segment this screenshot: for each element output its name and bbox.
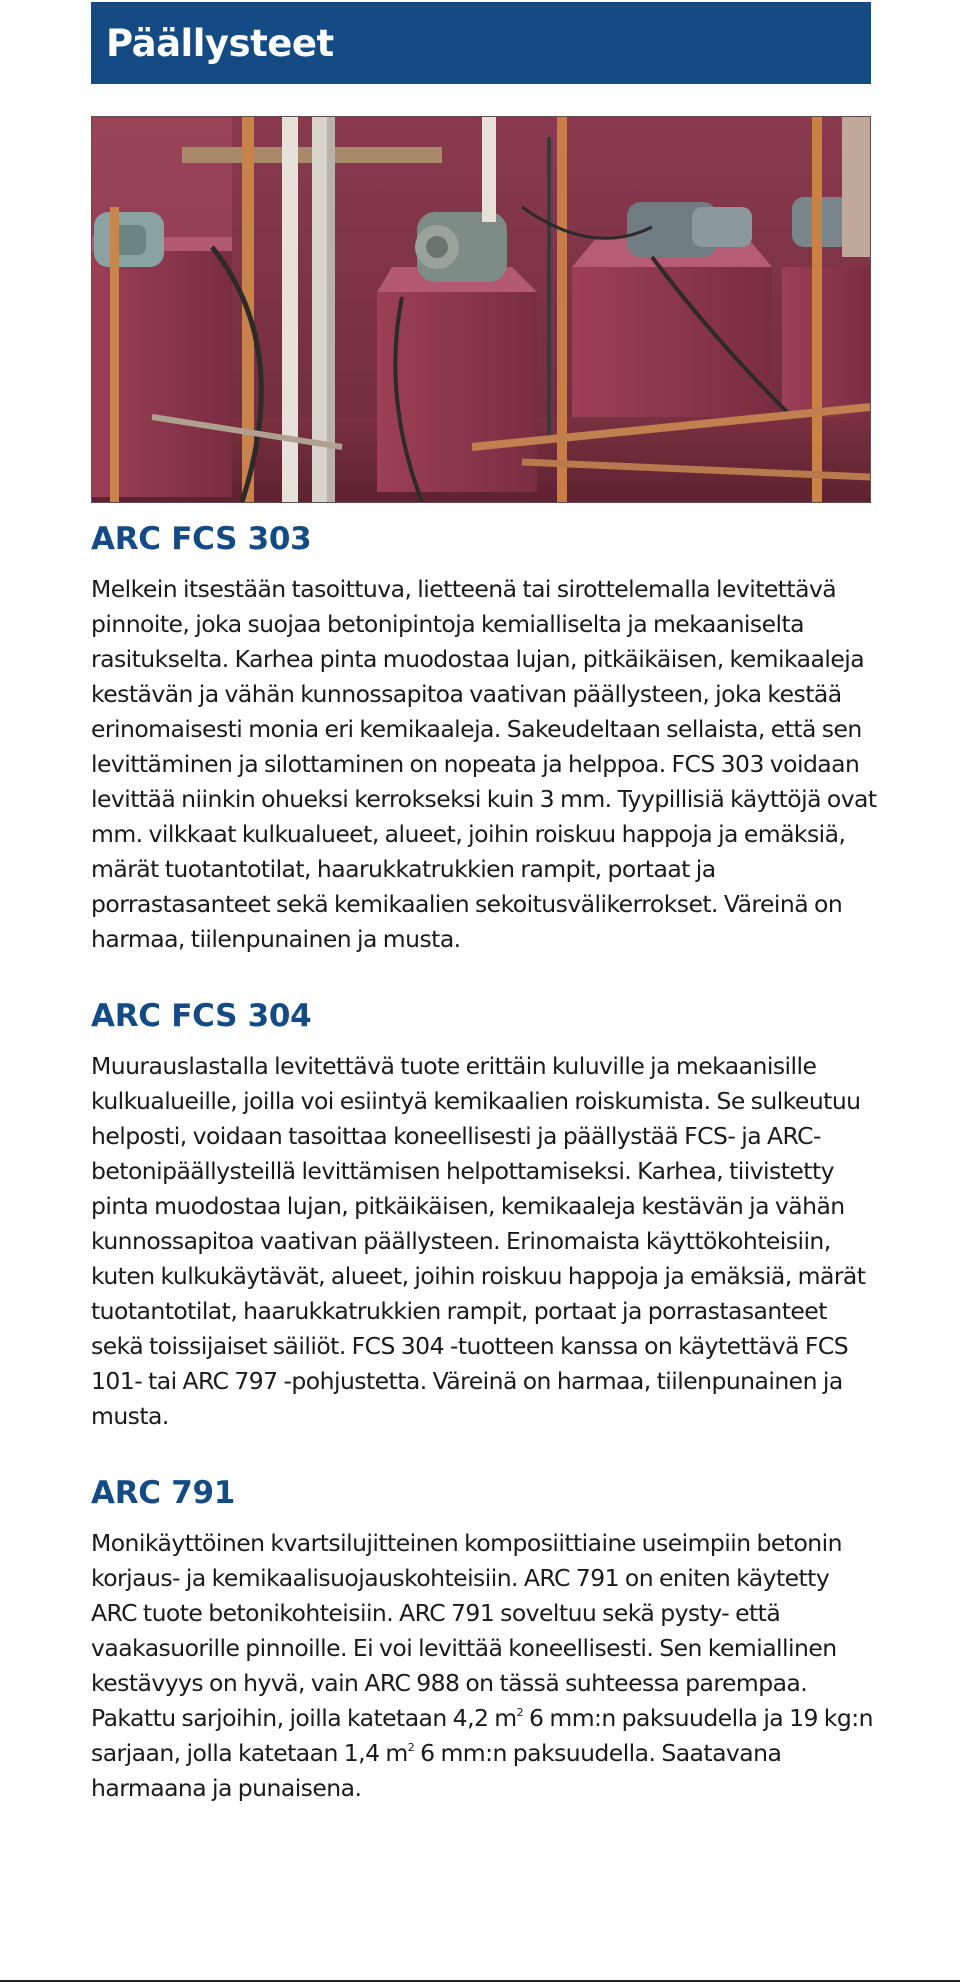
page-title: Päällysteet — [106, 21, 334, 65]
section-text — [91, 1526, 881, 1806]
section-heading: ARC FCS 303 — [91, 521, 312, 557]
section-text: Melkein itsestään tasoittuva, lietteenä tai sirottelemalla levitettävä pinnoite, joka suojaa betonipintoja kemialliselta ja mekaaniselta rasitukselta. Karhea pinta muodostaa lujan, pitkäikäisen, kemikaaleja kestävän ja vähän kunnossapitoa vaativan päällysteen, joka kestää erinomaisesti monia eri kemikaaleja. Sakeudeltaan sellaista, että sen levittäminen ja silottaminen on nopeata ja helppoa. FCS 303 voidaan levittää niinkin ohueksi kerrokseksi kuin 3 mm. Tyypillisiä käyttöjä ovat mm. vilkkaat kulkualueet, alueet, joihin roiskuu happoja ja emäksiä, märät tuotantotilat, haarukkatrukkien rampit, portaat ja porrastasanteet sekä kemikaalien sekoitusvälikerrokset. Väreinä on harmaa, tiilenpunainen ja musta. — [91, 575, 877, 953]
text-part: 6 mm:n paksuudella ja 19 kg:n sarjaan, jolla katetaan 1,4 m — [91, 1704, 873, 1767]
text-part: 6 mm:n paksuudella. Saatavana harmaana ja punaisena. — [91, 1739, 782, 1802]
section-arc-fcs-303 — [91, 520, 881, 957]
header-banner — [91, 2, 871, 84]
content-column — [91, 520, 881, 1846]
industrial-equipment-photo — [91, 116, 871, 503]
text-part: Monikäyttöinen kvartsilujitteinen komposiittiaine useimpiin betonin korjaus- ja kemikaalisuojauskohteisiin. ARC 791 on eniten käytetty ARC tuote betonikohteisiin. ARC 791 soveltuu sekä pysty- että vaakasuorille pinnoille. Ei voi levittää koneellisesti. Sen kemiallinen kestävyys on hyvä, vain ARC 988 on tässä suhteessa parempaa. Pakattu sarjoihin, joilla katetaan 4,2 m — [91, 1529, 842, 1732]
section-text: Muurauslastalla levitettävä tuote erittäin kuluville ja mekaanisille kulkualueille, joilla voi esiintyä kemikaalien roiskumista. Se sulkeutuu helposti, voidaan tasoittaa koneellisesti ja päällystää FCS- ja ARC-betonipäällysteillä levittämisen helpottamiseksi. Karhea, tiivistetty pinta muodostaa lujan, pitkäikäisen, kemikaaleja kestävän ja vähän kunnossapitoa vaativan päällysteen. Erinomaista käyttökohteisiin, kuten kulkukäytävät, alueet, joihin roiskuu happoja ja emäksiä, märät tuotantotilat, haarukkatrukkien rampit, portaat ja porrastasanteet sekä toissijaiset säiliöt. FCS 304 -tuotteen kanssa on käytettävä FCS 101- tai ARC 797 -pohjustetta. Väreinä on harmaa, tiilenpunainen ja musta. — [91, 1052, 866, 1430]
section-arc-fcs-304 — [91, 997, 881, 1434]
photo-illustration — [92, 117, 870, 502]
superscript: 2 — [407, 1741, 415, 1754]
superscript: 2 — [516, 1706, 524, 1719]
section-heading: ARC 791 — [91, 1475, 236, 1511]
section-heading: ARC FCS 304 — [91, 998, 312, 1034]
section-arc-791 — [91, 1474, 881, 1806]
bottom-divider — [0, 1980, 960, 1982]
